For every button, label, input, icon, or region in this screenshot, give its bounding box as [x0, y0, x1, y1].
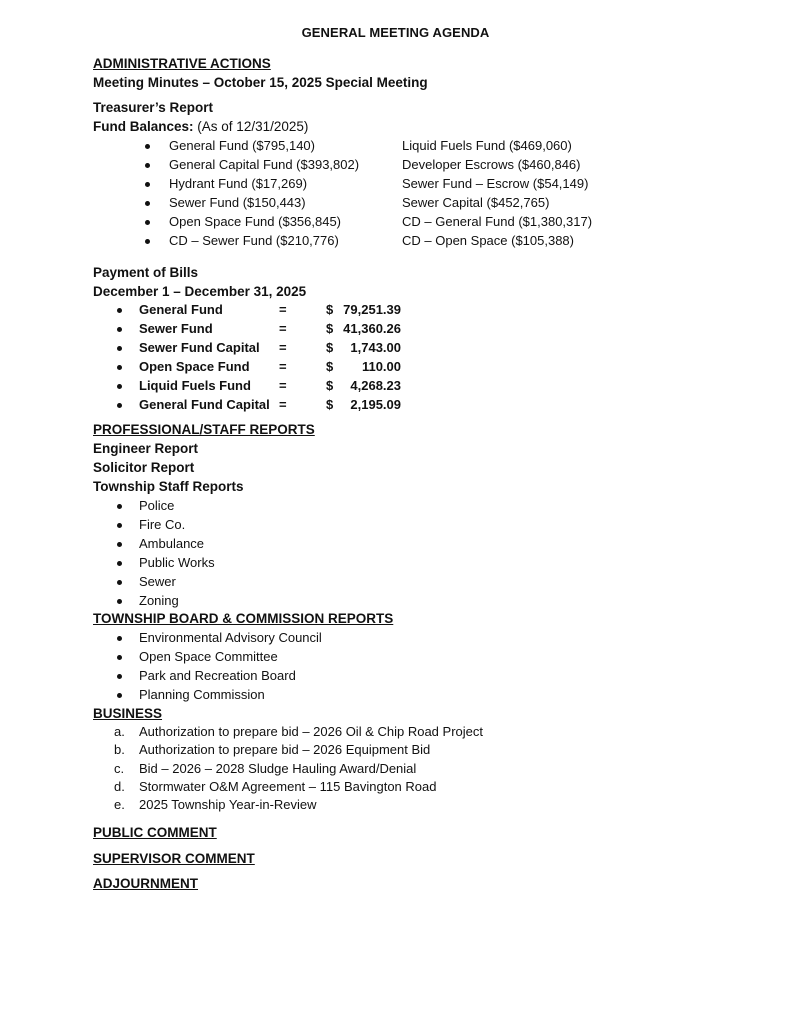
professional-heading: PROFESSIONAL/STAFF REPORTS — [93, 422, 315, 437]
payment-period: December 1 – December 31, 2025 — [93, 284, 307, 299]
bullet-icon — [145, 144, 150, 149]
public-comment-heading: PUBLIC COMMENT — [93, 825, 217, 840]
treasurer-report: Treasurer’s Report — [93, 100, 214, 115]
board-heading: TOWNSHIP BOARD & COMMISSION REPORTS — [93, 611, 394, 626]
bullet-icon — [145, 220, 150, 225]
bullet-icon — [117, 599, 122, 604]
agenda-page: GENERAL MEETING AGENDA ADMINISTRATIVE ACTIONS Meeting Minutes – October 15, 2025 Special Meeting Treasurer’s Report Fund Balances: (As of 12/31/2025) General Fund ($795,140) General Capital Fund ($393,802) Hydrant Fund ($17,269) Sewer Fund ($150,443) Open Space Fund ($356,845) CD – Sewer Fund ($210,776) Liquid Fuels Fund ($469,060) Developer Escrows ($460,846) Sewer Fund – Escrow ($54,149) Sewer Capital ($452,765) CD – General Fund ($1,380,317) CD – Open Space ($105,388) Payment of Bills December 1 – December 31, 2025 General Fund = $ 79,251.39 Sewer Fund = $ 41,360.26 Sewer Fund Capital = $ 1,743.00 Open Space Fund = $ 110.00 Liquid Fuels Fund = $ 4,268.23 General Fund Capital = $ 2,195.09 PROFESSIONAL/STAFF REPORTS Engineer Report Solicitor Report Township Staff Reports Police Fire Co. Ambulance Public Works Sewer Zoning TOWNSHIP BOARD & COMMISSION REPORTS Environmental Advisory Council Open Space Committee Park and Recreation Board Planning Commission BUSINESS a. Authorization to prepare bid – 2026 Oil & Chip Road Project b. Authorization to prepare bid – 2026 Equipment Bid c. Bid – 2026 – 2028 Sludge Hauling Award/Denial d. Stormwater O&M Agreement – 115 Bavington Road e. 2025 Township Year-in-Review PUBLIC COMMENT SUPERVISOR COMMENT ADJOURNMENT — [0, 0, 791, 1024]
bullet-icon — [145, 163, 150, 168]
bullet-icon — [117, 403, 122, 408]
engineer-report: Engineer Report — [93, 441, 199, 456]
bullet-icon — [145, 239, 150, 244]
adjournment-heading: ADJOURNMENT — [93, 876, 199, 891]
bullet-icon — [117, 308, 122, 313]
bullet-icon — [117, 384, 122, 389]
solicitor-report: Solicitor Report — [93, 460, 195, 475]
fund-item: Developer Escrows ($460,846) — [402, 157, 581, 172]
bullet-icon — [145, 201, 150, 206]
fund-item: CD – General Fund ($1,380,317) — [402, 214, 593, 229]
bullet-icon — [145, 182, 150, 187]
bullet-icon — [117, 523, 122, 528]
bullet-icon — [117, 636, 122, 641]
fund-item: Liquid Fuels Fund ($469,060) — [402, 138, 572, 153]
bullet-icon — [117, 674, 122, 679]
bullet-icon — [117, 580, 122, 585]
bullet-icon — [117, 655, 122, 660]
bullet-icon — [117, 561, 122, 566]
fund-balances — [93, 119, 308, 134]
supervisor-comment-heading: SUPERVISOR COMMENT — [93, 851, 255, 866]
page-title: GENERAL MEETING AGENDA — [301, 25, 490, 40]
fund-balances-date: (As of 12/31/2025) — [197, 119, 309, 134]
bullet-icon — [117, 346, 122, 351]
fund-item: CD – Open Space ($105,388) — [402, 233, 574, 248]
bullet-icon — [117, 504, 122, 509]
bullet-icon — [117, 693, 122, 698]
payment-of-bills: Payment of Bills — [93, 265, 199, 280]
business-heading: BUSINESS — [93, 706, 163, 721]
meeting-minutes: Meeting Minutes – October 15, 2025 Special Meeting — [93, 75, 428, 90]
fund-item: Sewer Capital ($452,765) — [402, 195, 550, 210]
administrative-heading: ADMINISTRATIVE ACTIONS — [93, 56, 271, 71]
bullet-icon — [117, 542, 122, 547]
fund-item: Sewer Fund – Escrow ($54,149) — [402, 176, 589, 191]
bullet-icon — [117, 327, 122, 332]
bullet-icon — [117, 365, 122, 370]
fund-balances-label: Fund Balances: — [93, 119, 194, 134]
staff-reports: Township Staff Reports — [93, 479, 244, 494]
